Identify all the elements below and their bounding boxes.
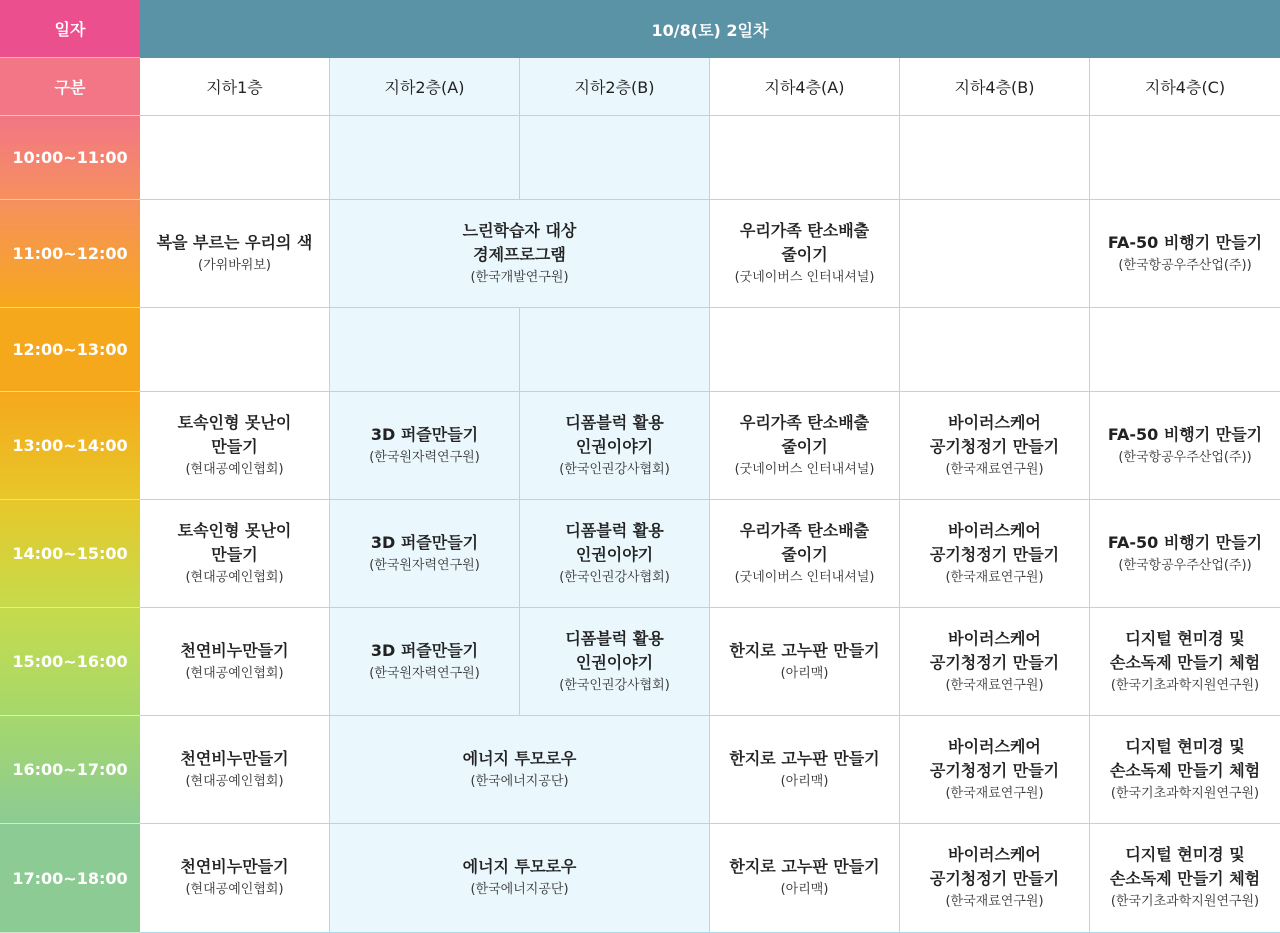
program-organizer: (한국기초과학지원연구원) — [1110, 677, 1260, 693]
empty-cell — [900, 200, 1090, 308]
room-label: 지하4층(B) — [954, 78, 1035, 97]
program-organizer: (한국재료연구원) — [945, 569, 1044, 585]
room-header — [900, 58, 1090, 116]
program-organizer: (현대공예인협회) — [185, 665, 284, 681]
program-organizer: (현대공예인협회) — [185, 461, 284, 477]
program-organizer: (한국재료연구원) — [945, 677, 1044, 693]
program-title: 복을 부르는 우리의 색 — [156, 232, 313, 252]
program-title: FA-50 비행기 만들기 — [1107, 532, 1263, 552]
program-cell — [710, 200, 900, 308]
program-title: 한지로 고누판 만들기 — [729, 857, 880, 876]
program-title: 바이러스케어 공기청정기 만들기 — [929, 736, 1060, 780]
program-cell — [330, 500, 520, 608]
program-title: 우리가족 탄소배출 줄이기 — [739, 220, 870, 264]
program-title: 한지로 고누판 만들기 — [729, 640, 880, 660]
category-header-label: 구분 — [0, 58, 140, 116]
empty-cell — [1090, 116, 1280, 200]
program-organizer: (한국기초과학지원연구원) — [1110, 894, 1260, 909]
program-title: 바이러스케어 공기청정기 만들기 — [929, 520, 1060, 564]
program-title: 바이러스케어 공기청정기 만들기 — [929, 845, 1060, 888]
program-organizer: (현대공예인협회) — [185, 569, 284, 585]
program-cell — [900, 824, 1090, 933]
room-header — [330, 58, 520, 116]
program-cell — [1090, 824, 1280, 933]
program-cell — [900, 716, 1090, 824]
room-header — [140, 58, 330, 116]
program-organizer: (굿네이버스 인터내셔널) — [734, 569, 875, 585]
program-organizer: (한국원자력연구원) — [369, 557, 480, 573]
program-cell — [710, 824, 900, 933]
program-title: 토속인형 못난이 만들기 — [177, 520, 292, 564]
program-cell — [140, 200, 330, 308]
program-cell — [710, 716, 900, 824]
time-slot-label: 13:00~14:00 — [0, 392, 140, 500]
program-cell — [140, 716, 330, 824]
empty-cell — [900, 308, 1090, 392]
empty-cell — [1090, 308, 1280, 392]
time-slot-label: 14:00~15:00 — [0, 500, 140, 608]
program-cell — [330, 608, 520, 716]
program-organizer: (가위바위보) — [198, 257, 271, 273]
program-cell — [140, 824, 330, 933]
program-organizer: (아리맥) — [780, 882, 829, 897]
program-cell — [710, 500, 900, 608]
program-title: 천연비누만들기 — [180, 640, 289, 660]
program-cell — [1090, 500, 1280, 608]
program-organizer: (아리맥) — [780, 665, 829, 681]
program-title: 디폼블럭 활용 인권이야기 — [565, 520, 664, 564]
empty-cell — [330, 116, 520, 200]
program-organizer: (한국항공우주산업(주)) — [1118, 449, 1252, 465]
program-title: 디지털 현미경 및 손소독제 만들기 체험 — [1109, 845, 1261, 888]
program-organizer: (한국재료연구원) — [945, 461, 1044, 477]
program-cell — [1090, 392, 1280, 500]
time-slot-label: 11:00~12:00 — [0, 200, 140, 308]
program-title: 바이러스케어 공기청정기 만들기 — [929, 628, 1060, 672]
program-cell — [1090, 608, 1280, 716]
date-header-label: 일자 — [0, 0, 140, 58]
program-cell — [520, 500, 710, 608]
program-organizer: (한국에너지공단) — [470, 773, 569, 789]
room-label: 지하1층 — [206, 78, 263, 97]
program-organizer: (한국인권강사협회) — [559, 569, 670, 585]
program-organizer: (한국원자력연구원) — [369, 449, 480, 465]
program-cell — [520, 608, 710, 716]
program-title: 바이러스케어 공기청정기 만들기 — [929, 412, 1060, 456]
program-cell — [520, 392, 710, 500]
program-title: 우리가족 탄소배출 줄이기 — [739, 412, 870, 456]
program-organizer: (현대공예인협회) — [185, 882, 284, 897]
program-cell — [140, 608, 330, 716]
program-organizer: (한국재료연구원) — [945, 894, 1044, 909]
program-title: 3D 퍼즐만들기 — [370, 532, 479, 552]
program-title: 에너지 투모로우 — [462, 748, 577, 768]
program-organizer: (한국인권강사협회) — [559, 461, 670, 477]
program-title: 우리가족 탄소배출 줄이기 — [739, 520, 870, 564]
program-organizer: (굿네이버스 인터내셔널) — [734, 461, 875, 477]
program-title: 에너지 투모로우 — [462, 857, 577, 876]
program-organizer: (현대공예인협회) — [185, 773, 284, 789]
program-cell — [710, 608, 900, 716]
program-organizer: (한국기초과학지원연구원) — [1110, 785, 1260, 801]
program-title: 천연비누만들기 — [180, 748, 289, 768]
empty-cell — [900, 116, 1090, 200]
program-cell — [900, 608, 1090, 716]
room-header — [1090, 58, 1280, 116]
program-title: 천연비누만들기 — [180, 857, 289, 876]
program-title: 디폼블럭 활용 인권이야기 — [565, 412, 664, 456]
program-organizer: (한국항공우주산업(주)) — [1118, 557, 1252, 573]
program-organizer: (한국원자력연구원) — [369, 665, 480, 681]
empty-cell — [330, 308, 520, 392]
room-label: 지하2층(B) — [574, 78, 655, 97]
time-slot-label: 16:00~17:00 — [0, 716, 140, 824]
program-organizer: (굿네이버스 인터내셔널) — [734, 269, 875, 285]
program-organizer: (한국인권강사협회) — [559, 677, 670, 693]
program-title: FA-50 비행기 만들기 — [1107, 424, 1263, 444]
program-cell — [140, 392, 330, 500]
program-title: 디지털 현미경 및 손소독제 만들기 체험 — [1109, 736, 1261, 780]
time-slot-label: 10:00~11:00 — [0, 116, 140, 200]
date-title: 10/8(토) 2일차 — [140, 0, 1280, 58]
program-organizer: (아리맥) — [780, 773, 829, 789]
room-header — [520, 58, 710, 116]
program-cell — [1090, 200, 1280, 308]
program-cell — [900, 500, 1090, 608]
program-cell — [900, 392, 1090, 500]
empty-cell — [520, 116, 710, 200]
program-organizer: (한국에너지공단) — [470, 882, 569, 897]
room-label: 지하2층(A) — [384, 78, 465, 97]
program-organizer: (한국개발연구원) — [470, 269, 569, 285]
program-title: 한지로 고누판 만들기 — [729, 748, 880, 768]
program-title: 토속인형 못난이 만들기 — [177, 412, 292, 456]
program-cell — [1090, 716, 1280, 824]
empty-cell — [140, 116, 330, 200]
program-title: 느린학습자 대상 경제프로그램 — [462, 220, 577, 264]
program-organizer: (한국항공우주산업(주)) — [1118, 257, 1252, 273]
room-label: 지하4층(A) — [764, 78, 845, 97]
program-cell — [330, 392, 520, 500]
time-slot-label: 17:00~18:00 — [0, 824, 140, 933]
program-title: 3D 퍼즐만들기 — [370, 424, 479, 444]
empty-cell — [710, 308, 900, 392]
program-cell — [330, 824, 710, 933]
program-title: FA-50 비행기 만들기 — [1107, 232, 1263, 252]
program-cell — [710, 392, 900, 500]
program-title: 디폼블럭 활용 인권이야기 — [565, 628, 664, 672]
time-slot-label: 15:00~16:00 — [0, 608, 140, 716]
time-slot-label: 12:00~13:00 — [0, 308, 140, 392]
program-cell — [140, 500, 330, 608]
empty-cell — [140, 308, 330, 392]
room-label: 지하4층(C) — [1144, 78, 1226, 97]
program-organizer: (한국재료연구원) — [945, 785, 1044, 801]
empty-cell — [520, 308, 710, 392]
program-cell — [330, 200, 710, 308]
program-title: 디지털 현미경 및 손소독제 만들기 체험 — [1109, 628, 1261, 672]
program-cell — [330, 716, 710, 824]
room-header — [710, 58, 900, 116]
empty-cell — [710, 116, 900, 200]
program-title: 3D 퍼즐만들기 — [370, 640, 479, 660]
